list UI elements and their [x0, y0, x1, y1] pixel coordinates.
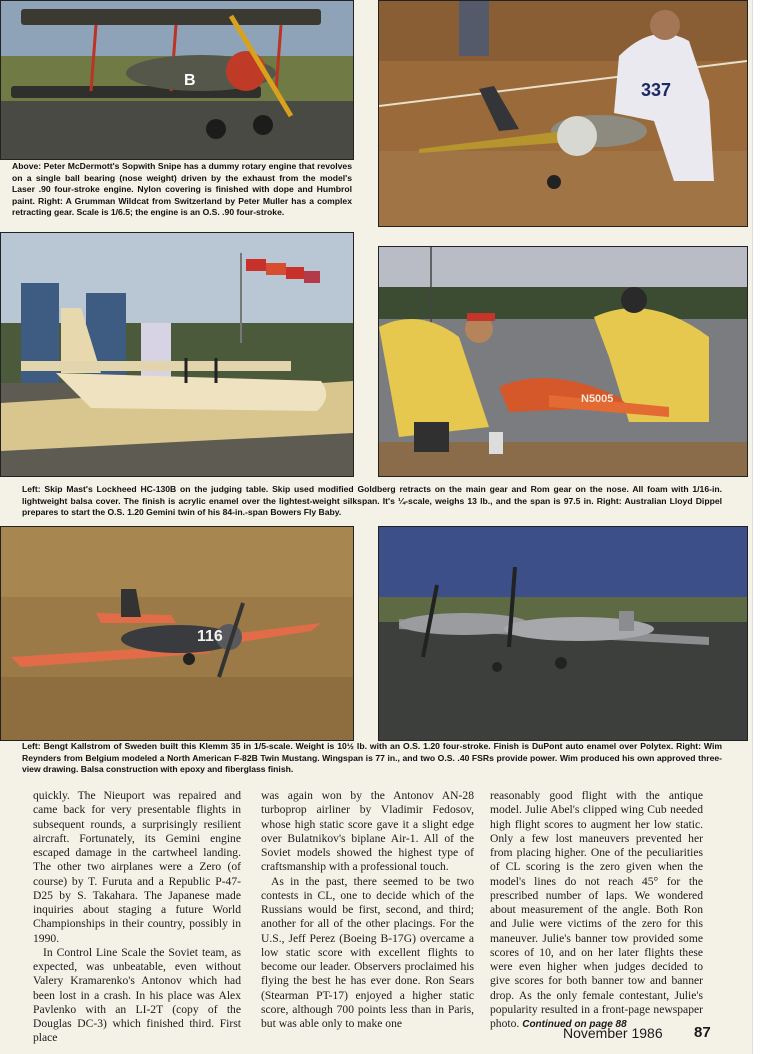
caption-snipe-wildcat: Above: Peter McDermott's Sopwith Snipe has a dummy rotary engine that revolves on a single ball bearing (nose weight) driven by the exhaust from the model's Laser .90 four-stroke engine. Nylon covering is finished with dope and Humbrol paint. Right: A Grumman Wildcat from Switzerland by Peter Muller has a complex retracting gear. Scale is 1/6.5; the engine is an O.S. .90 four-stroke. [12, 161, 352, 218]
caption-hc130b-flybaby: Left: Skip Mast's Lockheed HC-130B on the judging table. Skip used modified Goldberg retracts on the main gear and Rom gear on the nose. All foam with 1/16-in. lightweight balsa cover. The finish is acrylic enamel over the lightest-weight silkspan. It's ¼-scale, weighs 13 lb., and the span is 97.5 in. Right: Australian Lloyd Dippel prepares to start the O.S. 1.20 Gemini twin of his 84-in.-span Bowers Fly Baby. [22, 484, 722, 518]
snipe-letter: B [184, 72, 196, 89]
wildcat-number: 337 [641, 80, 672, 100]
twin-mustang-photo [378, 526, 748, 741]
column-2-paragraph-1: was again won by the Antonov AN-28 turboprop airliner by Vladimir Fedosov, whose high static score gave it a slight edge over Bulatnikov's biplane Air-1. All of the Soviet models showed the highest type of craftsmanship with a professional touch. [261, 789, 474, 874]
issue-date: November 1986 [563, 1025, 663, 1041]
column-1-paragraph-2: In Control Line Scale the Soviet team, as expected, was unbeatable, even without Valery Kramarenko's Antonov which had been lost in a crash. In his place was Alex Pavlenko with an LI-2T (copy of the Douglas DC-3) which finished third. First place [33, 945, 241, 1045]
page-edge [752, 0, 775, 1054]
column-3-paragraph-1: reasonably good flight with the antique model. Julie Abel's clipped wing Cub needed high flight scores to augment her low static. Only a few lost maneuvers prevented her from placing higher. One of the peculiarities of CL scoring is the zero given when the model's lines do not reach 45° for the prescribed number of laps. We wondered about measurement of the angle. Both Ron and Julie were victims of the zero for this maneuver. Julie's banner tow provided some scores of 10, and on her later flights these were even higher when judges decided to give scores for both banner tow and banner drop. As the only female contestant, Julie's popularity resulted in a front-page newspaper photo. [490, 789, 703, 1030]
grumman-wildcat-photo [378, 0, 748, 227]
caption-klemm-mustang: Left: Bengt Kallstrom of Sweden built this Klemm 35 in 1/5-scale. Weight is 10½ lb. with an O.S. 1.20 four-stroke. Finish is DuPont auto enamel over Polytex. Right: Wim Reynders from Belgium modeled a North American F-82B Twin Mustang. Wingspan is 77 in., and two O.S. .40 FSRs provide power. Wim produced his own approved three-view drawing. Balsa construction with epoxy and fiberglass finish. [22, 741, 722, 775]
bowers-fly-baby-photo [378, 246, 748, 477]
article-column-2 [261, 789, 474, 1031]
page-number: 87 [694, 1024, 711, 1041]
article-column-1 [33, 789, 241, 1046]
sopwith-snipe-photo [0, 0, 354, 160]
continued-on-page: Continued on page 88 [522, 1019, 627, 1030]
klemm-number: 116 [197, 628, 223, 645]
klemm-35-photo [0, 526, 354, 741]
lockheed-hc130b-photo [0, 232, 354, 477]
flybaby-registration: N5005 [581, 393, 614, 405]
article-column-3 [490, 789, 703, 1032]
column-2-paragraph-2: As in the past, there seemed to be two contests in CL, one to decide which of the Russians would be first, second, and third; another for all of the other placings. For the U.S., Jeff Perez (Boeing B-17G) overcame a low static score with excellent flights to become our leader. Observers proclaimed his flying the best he has ever done. Ron Sears (Stearman PT-17) enjoyed a higher static score, although 700 points less than in Paris, but was able only to make one [261, 874, 474, 1030]
column-1-paragraph-1: quickly. The Nieuport was repaired and came back for very presentable flights in subsequent rounds, a surprisingly resilient aircraft. Fortunately, its Gemini engine escaped damage in the cartwheel landing. The other two airplanes were a Zero (of course) by T. Furuta and a Republic P-47-D25 by S. Takahara. The Japanese made inquiries about staging a future World Championships in their country, possibly in 1990. [33, 789, 241, 945]
